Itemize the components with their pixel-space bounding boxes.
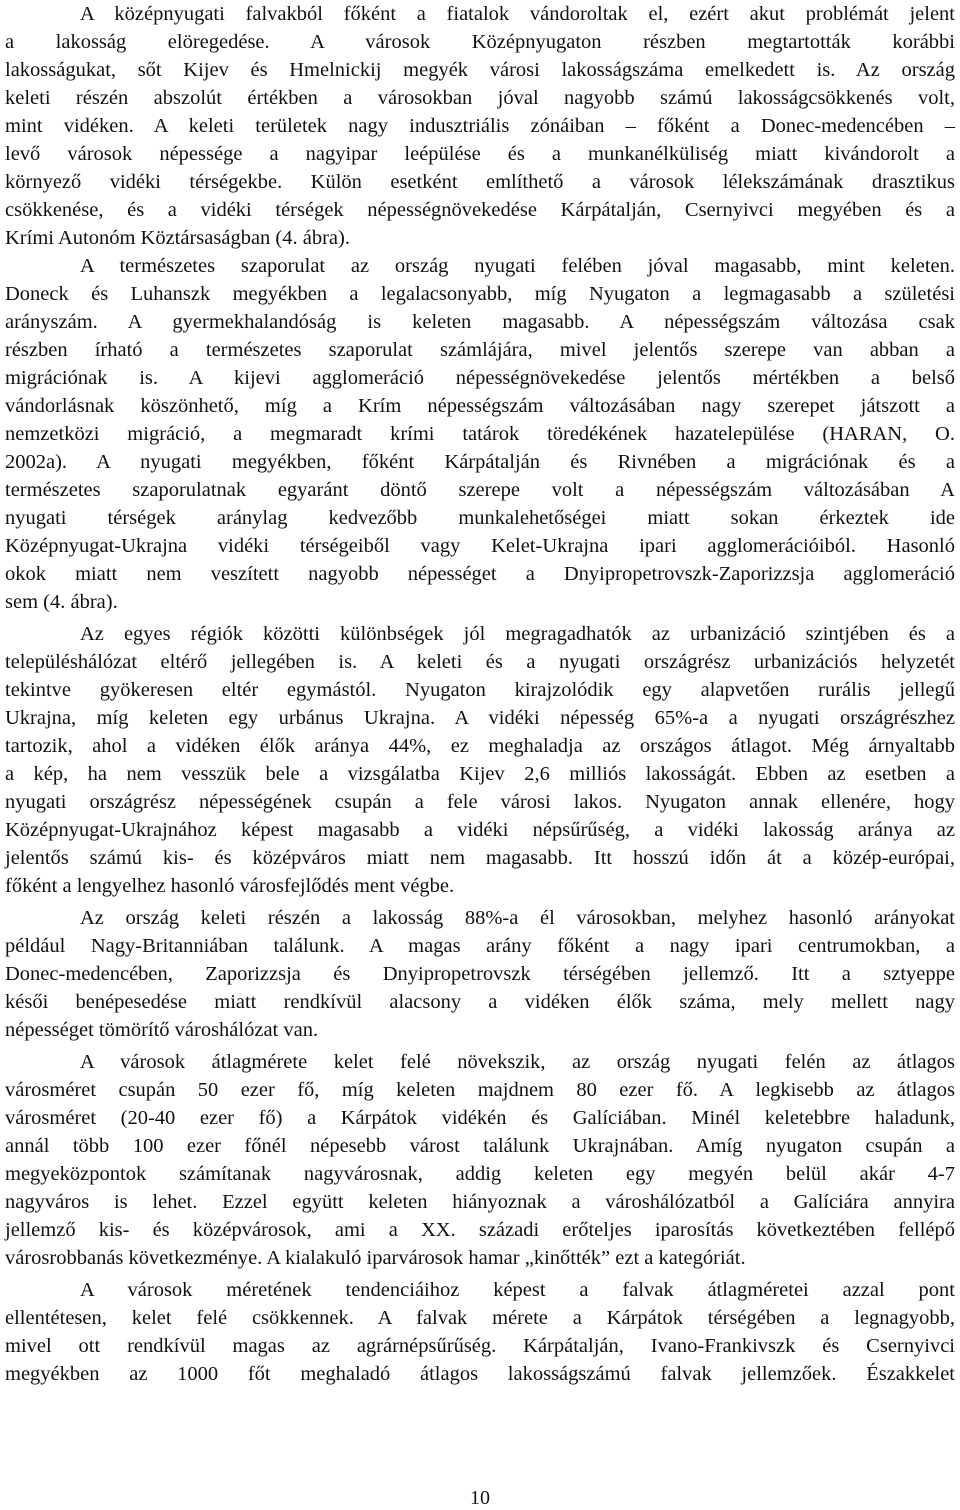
text-line: A városok méretének tendenciáihoz képest a falvak átlagméretei azzal pont [80,1279,955,1301]
text-line: nemzetközi migráció, a megmaradt krími tatárok töredékének hazatelepülése (HARAN, O. [5,423,955,445]
text-line: részben írható a természetes szaporulat számlájára, mivel jelentős szerepe van abban a [5,339,955,361]
text-line: környező vidéki térségekbe. Külön esetként említhető a városok lélekszámának drasztikus [5,171,955,193]
text-line: városméret (20-40 ezer fő) a Kárpátok vidékén és Galíciában. Minél keletebbre haladunk, [5,1107,955,1129]
text-line: keleti részén abszolút értékben a városokban jóval nagyobb számú lakosságcsökkenés volt, [5,87,955,109]
text-line: A természetes szaporulat az ország nyugati felében jóval magasabb, mint keleten. [80,255,955,277]
text-line: A városok átlagmérete kelet felé növekszik, az ország nyugati felén az átlagos [80,1051,955,1073]
text-line: lakosságukat, sőt Kijev és Hmelnickij megyék városi lakosságszáma emelkedett is. Az ország [5,59,955,81]
text-line: migrációnak is. A kijevi agglomeráció népességnövekedése jelentős mértékben a belső [5,367,955,389]
text-line: jelentős számú kis- és középváros miatt nem magasabb. Itt hosszú időn át a közép-európai, [5,847,955,869]
text-line: okok miatt nem veszített nagyobb népességet a Dnyipropetrovszk-Zaporizzsja agglomeráció [5,563,955,585]
text-line: nyugati országrész népességének csupán a fele városi lakos. Nyugaton annak ellenére, hogy [5,791,955,813]
text-line: például Nagy-Britanniában találunk. A magas arány főként a nagy ipari centrumokban, a [5,935,955,957]
text-line: késői benépesedése miatt rendkívül alacsony a vidéken élők száma, mely mellett nagy [5,991,955,1013]
text-line: sem (4. ábra). [5,591,118,613]
text-line: A középnyugati falvakból főként a fiatalok vándoroltak el, ezért akut problémát jelent [80,3,955,25]
text-line: nyugati térségek aránylag kedvezőbb munkalehetőségei miatt sokan érkeztek ide [5,507,955,529]
text-line: vándorlásnak köszönhető, míg a Krím népességszám változásában nagy szerepet játszott a [5,395,955,417]
text-line: Az egyes régiók közötti különbségek jól megragadhatók az urbanizáció szintjében és a [80,623,955,645]
text-line: Középnyugat-Ukrajna vidéki térségeiből vagy Kelet-Ukrajna ipari agglomerációiból. Hasonló [5,535,955,557]
page-number: 10 [470,1487,490,1509]
text-line: tartozik, ahol a vidéken élők aránya 44%, ez meghaladja az országos átlagot. Még árnyaltabb [5,735,955,757]
text-line: Donec-medencében, Zaporizzsja és Dnyipropetrovszk térségében jellemző. Itt a sztyeppe [5,963,955,985]
text-line: levő városok népessége a nagyipar leépülése és a munkanélküliség miatt kivándorolt a [5,143,955,165]
text-line: mivel ott rendkívül magas az agrárnépsűrűség. Kárpátalján, Ivano-Frankivszk és Csernyivci [5,1335,955,1357]
text-line: városméret csupán 50 ezer fő, míg keleten majdnem 80 ezer fő. A legkisebb az átlagos [5,1079,955,1101]
text-line: megyékben az 1000 főt meghaladó átlagos lakosságszámú falvak jellemzőek. Északkelet [5,1363,955,1385]
text-line: megyeközpontok számítanak nagyvárosnak, addig keleten egy megyén belül akár 4-7 [5,1163,955,1185]
text-line: Középnyugat-Ukrajnához képest magasabb a vidéki népsűrűség, a vidéki lakosság aránya az [5,819,955,841]
text-line: annál több 100 ezer főnél népesebb várost találunk Ukrajnában. Amíg nyugaton csupán a [5,1135,955,1157]
text-line: városrobbanás következménye. A kialakuló iparvárosok hamar „kinőtték” ezt a kategóriát. [5,1247,746,1269]
text-line: tekintve gyökeresen eltér egymástól. Nyugaton kirajzolódik egy alapvetően rurális jellegű [5,679,955,701]
text-line: ellentétesen, kelet felé csökkennek. A falvak mérete a Kárpátok térségében a legnagyobb, [5,1307,955,1329]
text-line: arányszám. A gyermekhalandóság is keleten magasabb. A népességszám változása csak [5,311,955,333]
text-line: 2002a). A nyugati megyékben, főként Kárpátalján és Rivnében a migrációnak és a [5,451,955,473]
text-line: Ukrajna, míg keleten egy urbánus Ukrajna. A vidéki népesség 65%-a a nyugati országrészhez [5,707,955,729]
text-line: Az ország keleti részén a lakosság 88%-a él városokban, melyhez hasonló arányokat [80,907,955,929]
text-line: településhálózat eltérő jellegében is. A keleti és a nyugati országrész urbanizációs helyzetét [5,651,955,673]
text-line: főként a lengyelhez hasonló városfejlődés ment végbe. [5,875,455,897]
text-line: nagyváros is lehet. Ezzel együtt keleten hiányoznak a városhálózatból a Galíciára annyira [5,1191,955,1213]
text-line: a lakosság elöregedése. A városok Középnyugaton részben megtartották korábbi [5,31,955,53]
text-line: Krími Autonóm Köztársaságban (4. ábra). [5,227,350,249]
text-line: csökkenése, és a vidéki térségek népességnövekedése Kárpátalján, Csernyivci megyében és a [5,199,955,221]
text-line: a kép, ha nem vesszük bele a vizsgálatba Kijev 2,6 milliós lakosságát. Ebben az esetben a [5,763,955,785]
text-line: népességet tömörítő városhálózat van. [5,1019,319,1041]
text-line: Doneck és Luhanszk megyékben a legalacsonyabb, míg Nyugaton a legmagasabb a születési [5,283,955,305]
text-line: természetes szaporulatnak egyaránt döntő szerepe volt a népességszám változásában A [5,479,955,501]
text-line: mint vidéken. A keleti területek nagy indusztriális zónáiban – főként a Donec-medencében – [5,115,955,137]
text-line: jellemző kis- és középvárosok, ami a XX. századi erőteljes iparosítás következtében fellépő [5,1219,955,1241]
